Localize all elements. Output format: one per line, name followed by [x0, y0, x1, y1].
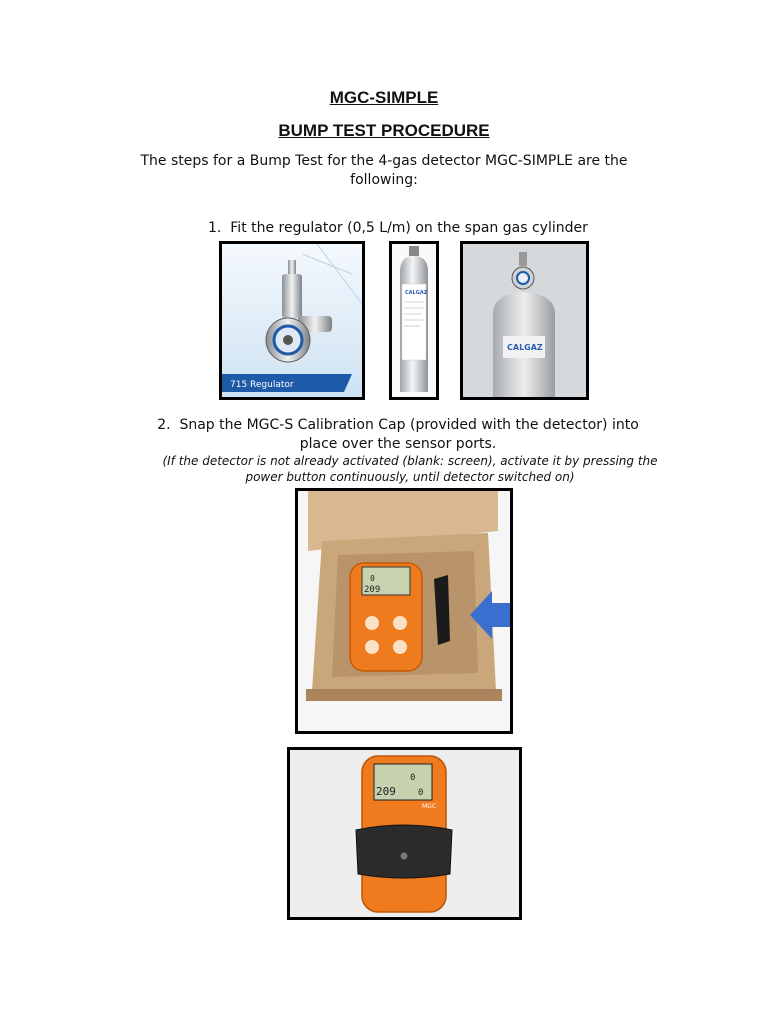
cylinder-with-regulator-photo — [460, 241, 589, 400]
document-subtitle: BUMP TEST PROCEDURE — [278, 121, 490, 140]
cylinder-brand-label: CALGAZ — [405, 290, 428, 296]
gas-cylinder-photo — [389, 241, 439, 400]
cylinder2-brand-label: CALGAZ — [507, 343, 543, 352]
device-label: MGC — [422, 803, 437, 810]
display2-bottom: 209 — [376, 785, 396, 798]
regulator-caption: 715 Regulator — [230, 380, 294, 390]
step-1-text: Fit the regulator (0,5 L/m) on the span gas cylinder — [230, 220, 588, 236]
regulator-photo — [219, 241, 365, 400]
display1-top: 0 — [370, 574, 375, 583]
document-title: MGC-SIMPLE — [329, 88, 439, 107]
detector-box-illustration — [298, 491, 510, 731]
display1-bottom: 209 — [364, 585, 381, 595]
step-1-number: 1. — [208, 220, 222, 236]
intro-paragraph: The steps for a Bump Test for the 4-gas detector MGC-SIMPLE are the following: — [140, 153, 628, 188]
step-1 — [208, 219, 628, 238]
detector-in-box-photo — [295, 488, 513, 734]
cylinder-regulator-illustration — [463, 244, 586, 397]
step-2-number: 2. — [157, 417, 171, 433]
regulator-illustration — [222, 244, 362, 397]
activation-note: (If the detector is not already activated (blank: screen), activate it by pressing the power button continuously, until detector switched on) — [162, 454, 658, 484]
display2-top: 0 — [410, 773, 416, 783]
detector-with-cap-photo — [287, 747, 522, 920]
step-2-text: Snap the MGC-S Calibration Cap (provided with the detector) into place over the sensor ports. — [179, 417, 639, 452]
detector-cap-illustration — [290, 750, 519, 917]
display2-bottom-right: 0 — [418, 788, 424, 798]
cylinder-illustration — [392, 244, 436, 397]
step-2 — [138, 416, 658, 454]
